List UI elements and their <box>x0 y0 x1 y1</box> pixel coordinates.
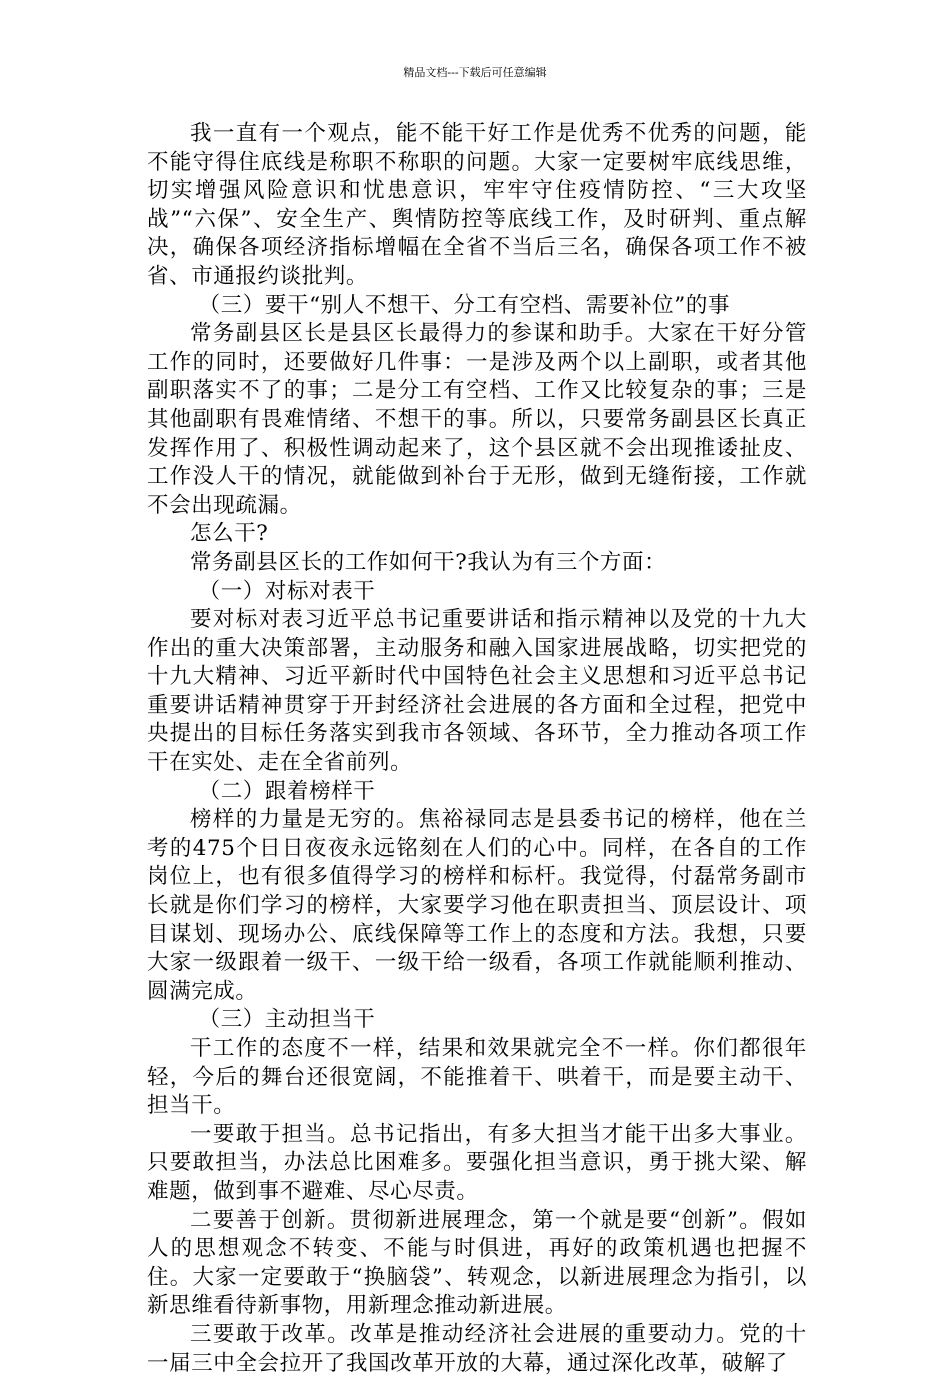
paragraph-deputy-role: 常务副县区长是县区长最得力的参谋和助手。大家在干好分管工作的同时，还要做好几件事：一是涉及两个以上副职，或者其他副职落实不了的事；二是分工有空档、工作又比较复杂的事；三是其他副职有畏难情绪、不想干的事。所以，只要常务副县区长真正发挥作用了、积极性调动起来了，这个县区就不会出现推诿扯皮、工作没人干的情况，就能做到补台于无形，做到无缝衔接，工作就不会出现疏漏。 <box>147 321 807 518</box>
paragraph-how-question: 怎么干? <box>190 521 269 547</box>
paragraph-benchmark: 要对标对表习近平总书记重要讲话和指示精神以及党的十九大作出的重大决策部署，主动服务和融入国家进展战略，切实把党的十九大精神、习近平新时代中国特色社会主义思想和习近平总书记重要讲话精神贯穿于开封经济社会进展的各方面和全过程，把党中央提出的目标任务落实到我市各领域、各环节，全力推动各项工作干在实处、走在全省前列。 <box>147 607 807 776</box>
paragraph-attitude: 干工作的态度不一样，结果和效果就完全不一样。你们都很年轻，今后的舞台还很宽阔，不能推着干、哄着干，而是要主动干、担当干。 <box>147 1036 807 1119</box>
paragraph-role-model: 榜样的力量是无穷的。焦裕禄同志是县委书记的榜样，他在兰考的475个日日夜夜永远铭刻在人们的心中。同样，在各自的工作岗位上，也有很多值得学习的榜样和标杆。我觉得，付磊常务副市长就是你们学习的榜样，大家要学习他在职责担当、顶层设计、项目谋划、现场办公、底线保障等工作上的态度和方法。我想，只要大家一级跟着一级干、一级干给一级看，各项工作就能顺利推动、圆满完成。 <box>147 807 807 1004</box>
page-header: 精品文档---下载后可任意编辑 <box>403 66 547 79</box>
section-heading-role-model: （二）跟着榜样干 <box>198 778 376 804</box>
section-heading-fill-gaps: （三）要干“别人不想干、分工有空档、需要补位”的事 <box>198 292 731 318</box>
paragraph-dare-responsibility: 一要敢于担当。总书记指出，有多大担当才能干出多大事业。只要敢担当，办法总比困难多。要强化担当意识，勇于挑大梁、解难题，做到事不避难、尽心尽责。 <box>147 1121 807 1204</box>
section-heading-take-responsibility: （三）主动担当干 <box>198 1007 376 1033</box>
paragraph-bottom-line: 我一直有一个观点，能不能干好工作是优秀不优秀的问题，能不能守得住底线是称职不称职的问题。大家一定要树牢底线思维，切实增强风险意识和忧患意识，牢牢守住疫情防控、“三大攻坚战”“六保”、安全生产、舆情防控等底线工作，及时研判、重点解决，确保各项经济指标增幅在全省不当后三名，确保各项工作不被省、市通报约谈批判。 <box>147 121 807 289</box>
section-heading-benchmark: （一）对标对表干 <box>198 578 376 604</box>
paragraph-reform: 三要敢于改革。改革是推动经济社会进展的重要动力。党的十一届三中全会拉开了我国改革开放的大幕，通过深化改革，破解了 <box>147 1321 807 1376</box>
paragraph-innovate: 二要善于创新。贯彻新进展理念，第一个就是要“创新”。假如人的思想观念不转变、不能与时俱进，再好的政策机遇也把握不住。大家一定要敢于“换脑袋”、转观念，以新进展理念为指引，以新思维看待新事物，用新理念推动新进展。 <box>147 1207 807 1319</box>
document-body <box>147 120 807 1378</box>
paragraph-three-aspects: 常务副县区长的工作如何干?我认为有三个方面： <box>190 549 667 575</box>
